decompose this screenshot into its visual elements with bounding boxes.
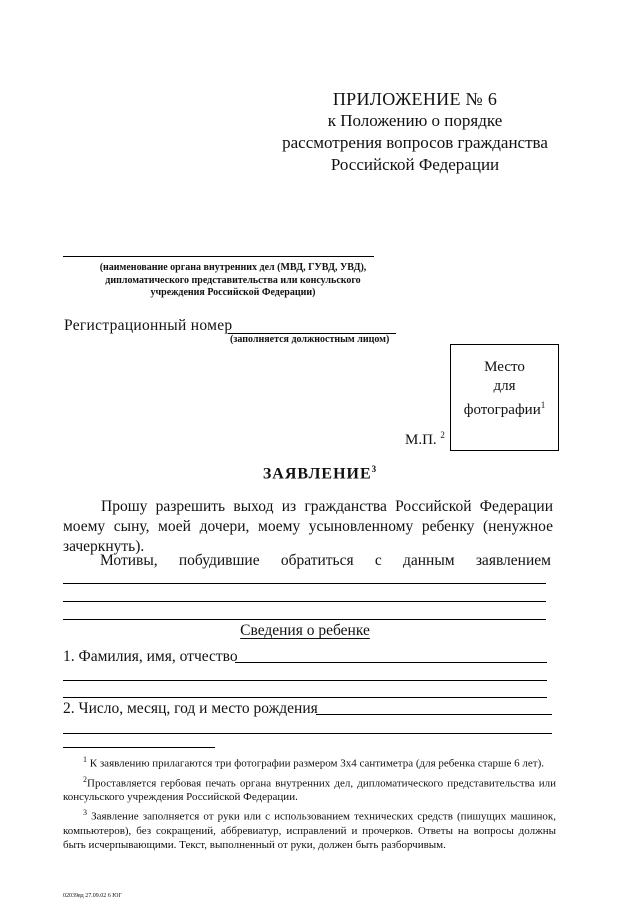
motives-row [100, 552, 551, 570]
org-caption-line-3: учреждения Российской Федерации) [150, 287, 316, 298]
motives-line-1[interactable] [63, 583, 546, 584]
motives-line-3[interactable] [63, 619, 546, 620]
statement-footnote-mark: 3 [371, 464, 378, 474]
org-name-line[interactable] [63, 256, 374, 257]
footnote-2-mark: 2 [83, 774, 87, 784]
footnote-2 [63, 773, 556, 805]
footnotes [63, 753, 556, 854]
footnote-3-text: Заявление заполняется от руки или с использованием технических средств (пишущих машинок, компьютеров), без сокращений, аббревиатур, исправлений и прочерков. Ответы на вопросы должны быть исчерпывающими. Текст, выполненный от руки, должен быть разборчивым. [63, 810, 556, 851]
photo-placeholder-box[interactable] [450, 344, 559, 451]
footnote-2-text: Проставляется гербовая печать органа внутренних дел, дипломатического представительства или консульского учреждения Российской Федерации. [63, 777, 556, 804]
statement-title-text: ЗАЯВЛЕНИЕ [262, 465, 372, 483]
motives-word: с [374, 552, 382, 569]
mp-footnote-mark: 2 [440, 430, 445, 440]
child-info-heading [0, 622, 610, 640]
appendix-line-1: к Положению о порядке [327, 111, 503, 130]
footnote-1 [63, 753, 556, 771]
mp-text: М.П. [405, 432, 437, 448]
statement-title [0, 464, 640, 483]
registration-label: Регистрационный номер [64, 317, 233, 334]
registration-caption: (заполняется должностным лицом) [230, 334, 390, 345]
footnote-separator [63, 747, 215, 748]
org-name-caption [63, 262, 403, 300]
photo-line-3-text: фотографии [463, 402, 541, 418]
birth-line[interactable] [316, 714, 552, 715]
motives-word: побудившие [178, 552, 260, 569]
footnote-3-mark: 3 [83, 808, 87, 818]
child-info-heading-text: Сведения о ребенке [240, 622, 370, 639]
appendix-line-2: рассмотрения вопросов гражданства [282, 133, 548, 152]
org-caption-line-2: дипломатического представительства или консульского [105, 274, 361, 286]
photo-footnote-mark: 1 [540, 400, 546, 410]
motives-word: Мотивы, [100, 552, 158, 569]
photo-line-1: Место [484, 359, 525, 375]
full-name-line-2[interactable] [63, 680, 547, 681]
photo-line-3 [451, 396, 558, 420]
motives-word: обратиться [280, 552, 354, 569]
field-birth-label: 2. Число, месяц, год и место рождения [63, 700, 318, 717]
appendix-line-3: Российской Федерации [330, 155, 500, 174]
appendix-header [280, 88, 550, 176]
footnote-1-mark: 1 [83, 755, 87, 764]
full-name-line-3[interactable] [63, 697, 547, 698]
photo-line-2: для [493, 378, 516, 394]
seal-place-label [405, 430, 445, 449]
birth-line-2[interactable] [63, 733, 552, 734]
footnote-3 [63, 806, 556, 852]
motives-line-2[interactable] [63, 601, 546, 602]
field-full-name-label: 1. Фамилия, имя, отчество [63, 648, 238, 665]
motives-word: заявлением [475, 552, 551, 569]
request-paragraph: Прошу разрешить выход из гражданства Российской Федерации моему сыну, моей дочери, моему усыновленному ребенку (ненужное зачеркнуть). [63, 498, 553, 555]
org-caption-line-1: (наименование органа внутренних дел (МВД, ГУВД, УВД), [99, 262, 367, 273]
full-name-line[interactable] [235, 662, 547, 663]
print-stamp: 02039вд 27.09.02 6 ЮГ [63, 893, 122, 899]
appendix-title: ПРИЛОЖЕНИЕ № 6 [332, 89, 498, 109]
footnote-1-text: К заявлению прилагаются три фотографии размером 3х4 сантиметра (для ребенка старше 6 лет). [87, 757, 544, 770]
motives-word: данным [402, 552, 455, 569]
